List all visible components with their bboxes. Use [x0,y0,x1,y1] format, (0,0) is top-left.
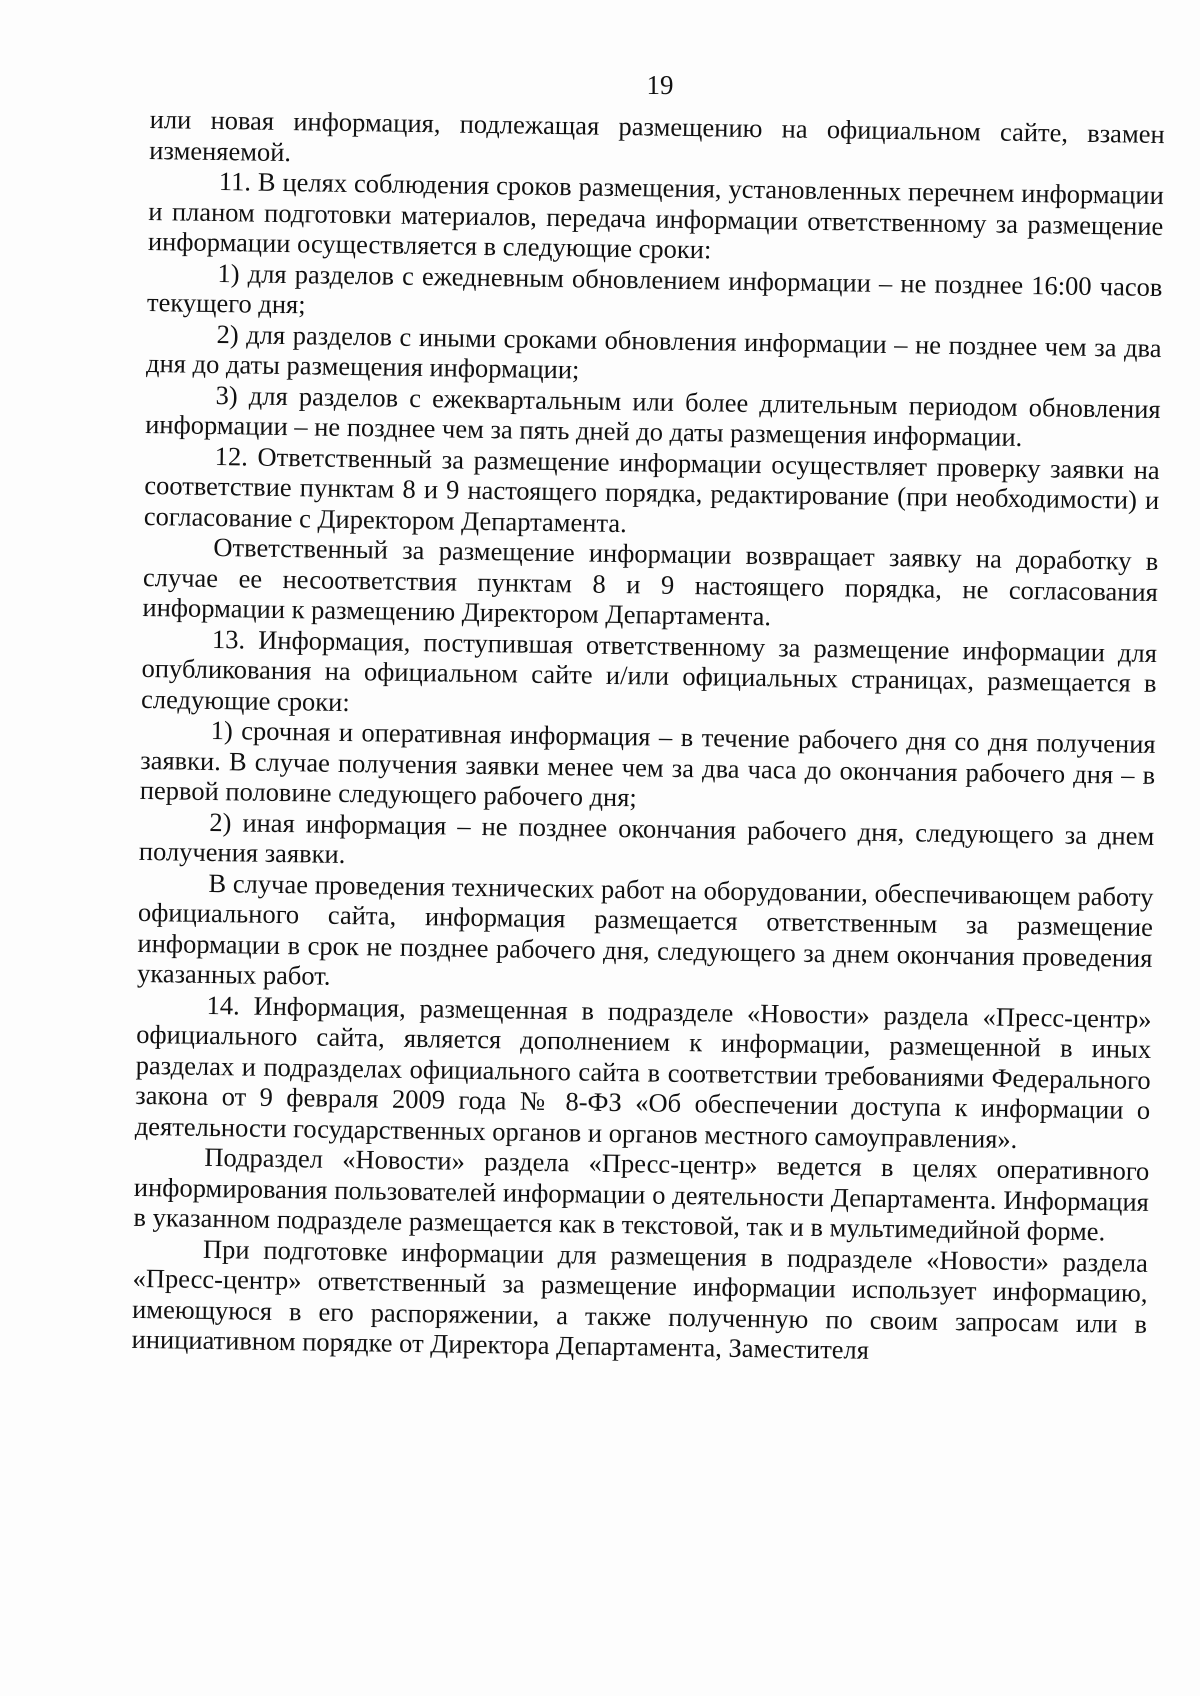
paragraph-news-subsection: Подраздел «Новости» раздела «Пресс-центр» ведется в целях оперативного информирования пользователей информации о деятельности Департамента. Информация в указанном подразделе размещается как в текстовой, так и в мультимедийной форме. [133,1141,1150,1247]
paragraph-item-13-1: 1) срочная и оперативная информация – в течение рабочего дня со дня получения заявки. В случае получения заявки менее чем за два часа до окончания рабочего дня – в первой половине следующего рабочего дня; [139,714,1156,813]
paragraph-item-12: 12. Ответственный за размещение информации осуществляет проверку заявки на соответствие пунктам 8 и 9 настоящего порядка, редактирование (при необходимости) и согласование с Директором Департамента. [143,440,1160,538]
paragraph-item-13-2: 2) иная информация – не позднее окончания рабочего дня, следующего за днем получения заявки. [138,806,1155,869]
paragraph-item-11-2: 2) для разделов с иными сроками обновления информации – не позднее чем за два дня до даты размещения информации; [145,318,1162,385]
page-number: 19 [646,70,674,100]
paragraph-item-12-return: Ответственный за размещение информации возвращает заявку на доработку в случае ее несоответствия пунктам 8 и 9 настоящего порядка, не согласования информации к размещению Директором Департамента. [142,531,1159,632]
paragraph-item-11-3: 3) для разделов с ежеквартальным или более длительным периодом обновления информации – не позднее чем за пять дней до даты размещения информации. [145,379,1161,452]
paragraph-technical-works: В случае проведения технических работ на оборудовании, обеспечивающем работу официального сайта, информация размещается ответственным за размещение информации в срок не позднее рабочего дня, следующего за днем окончания проведения указанных работ. [136,867,1154,991]
paragraph-item-11-1: 1) для разделов с ежедневным обновлением информации – не позднее 16:00 часов текущего дня; [146,257,1163,320]
paragraph-continuation: или новая информация, подлежащая размещению на официальном сайте, взамен изменяемой. [149,104,1165,167]
paragraph-news-preparation: При подготовке информации для размещения в подразделе «Новости» раздела «Пресс-центр» ответственный за размещение информации использует информацию, имеющуюся в его распоряжении, а также полученную по своим запросам или в инициативном порядке от Директора Департамента, Заместителя [131,1233,1149,1365]
document-body [131,104,1164,1369]
paragraph-item-11: 11. В целях соблюдения сроков размещения, установленных перечнем информации и планом подготовки материалов, передача информации ответственному за размещение информации осуществляется в следующие сроки: [147,166,1164,265]
paragraph-item-14: 14. Информация, размещенная в подразделе «Новости» раздела «Пресс-центр» официального сайта, является дополнением к информации, размещенной в иных разделах и подразделах официального сайта в соответствии требованиями Федерального закона от 9 февраля 2009 года № 8-ФЗ «Об обеспечении доступа к информации о деятельности государственных органов и органов местного самоуправления». [134,989,1152,1154]
paragraph-item-13: 13. Информация, поступившая ответственному за размещение информации для опубликования на официальном сайте и/или официальных страницах, размещается в следующие сроки: [140,623,1158,717]
